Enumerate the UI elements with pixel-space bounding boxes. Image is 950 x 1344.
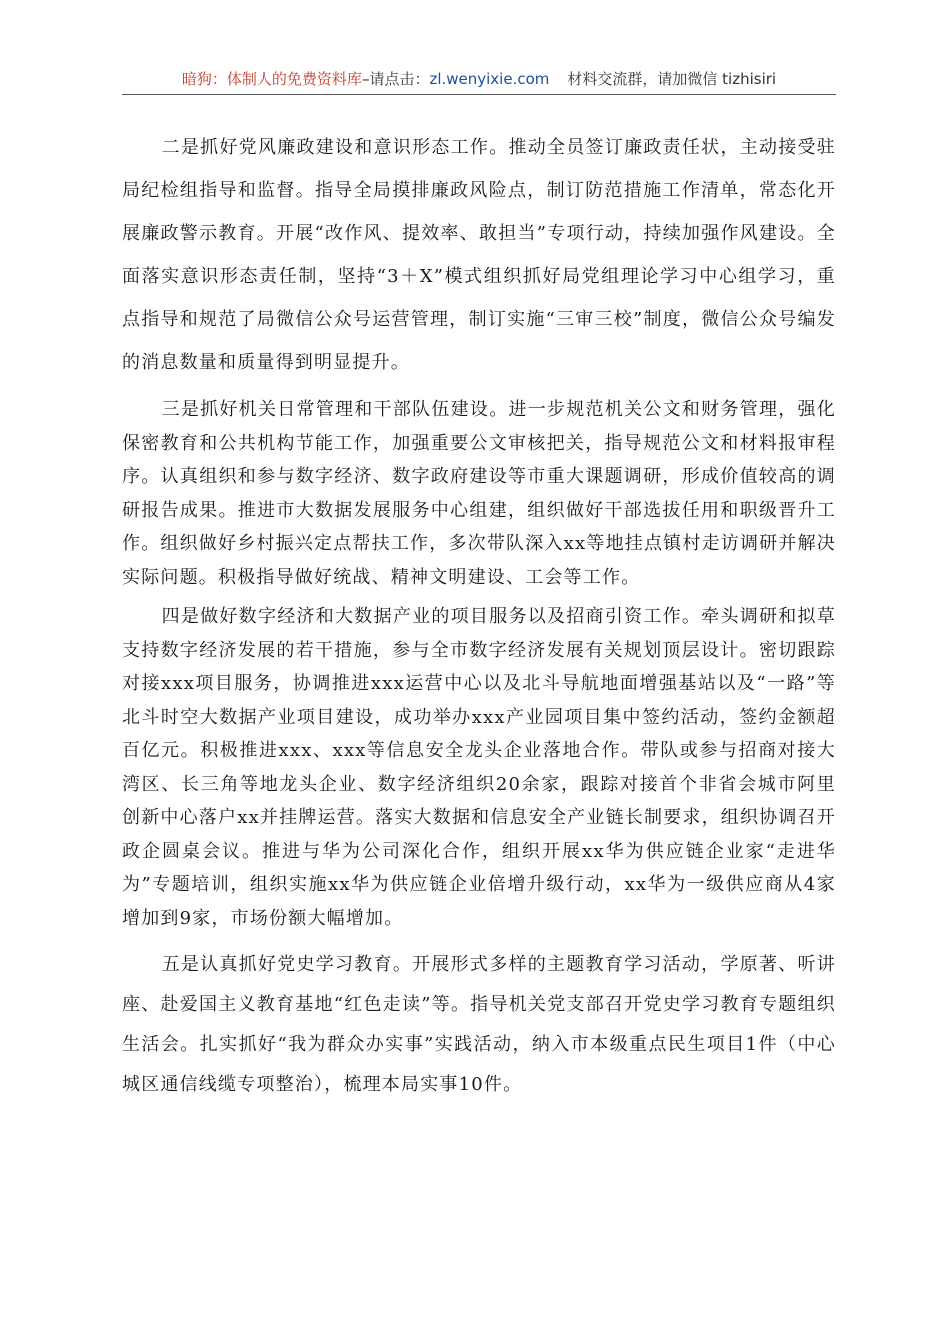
- paragraph-4: 四是做好数字经济和大数据产业的项目服务以及招商引资工作。牵头调研和拟草支持数字经济发展的若干措施，参与全市数字经济发展有关规划顶层设计。密切跟踪对接xxx项目服务，协调推进xxx运营中心以及北斗导航地面增强基站以及“一路”等北斗时空大数据产业项目建设，成功举办xxx产业园项目集中签约活动，签约金额超百亿元。积极推进xxx、xxx等信息安全龙头企业落地合作。带队或参与招商对接大湾区、长三角等地龙头企业、数字经济组织20余家，跟踪对接首个非省会城市阿里创新中心落户xx并挂牌运营。落实大数据和信息安全产业链长制要求，组织协调召开政企圆桌会议。推进与华为公司深化合作，组织开展xx华为供应链企业家“走进华为”专题培训，组织实施xx华为供应链企业倍增升级行动，xx华为一级供应商从4家增加到9家，市场份额大幅增加。: [122, 606, 836, 929]
- header-divider: [122, 94, 836, 95]
- header-group-notice: 材料交流群，请加微信 tizhisiri: [567, 70, 777, 88]
- paragraph-2: 二是抓好党风廉政建设和意识形态工作。推动全员签订廉政责任状，主动接受驻局纪检组指导和监督。指导全局摸排廉政风险点，制订防范措施工作清单，常态化开展廉政警示教育。开展“改作风、提效率、敢担当”专项行动，持续加强作风建设。全面落实意识形态责任制，坚持“3＋X”模式组织抓好局党组理论学习中心组学习，重点指导和规范了局微信公众号运营管理，制订实施“三审三校”制度，微信公众号编发的消息数量和质量得到明显提升。: [122, 137, 836, 373]
- paragraph-3: 三是抓好机关日常管理和干部队伍建设。进一步规范机关公文和财务管理，强化保密教育和公共机构节能工作，加强重要公文审核把关，指导规范公文和材料报审程序。认真组织和参与数字经济、数字政府建设等市重大课题调研，形成价值较高的调研报告成果。推进市大数据发展服务中心组建，组织做好干部选拔任用和职级晋升工作。组织做好乡村振兴定点帮扶工作，多次带队深入xx等地挂点镇村走访调研并解决实际问题。积极指导做好统战、精神文明建设、工会等工作。: [122, 399, 836, 588]
- header-prompt: –请点击：: [361, 70, 430, 88]
- header-brand: 暗狗：体制人的免费资料库: [181, 70, 362, 88]
- page-header: [122, 66, 836, 92]
- paragraph-5: 五是认真抓好党史学习教育。开展形式多样的主题教育学习活动，学原著、听讲座、赴爱国主义教育基地“红色走读”等。指导机关党支部召开党史学习教育专题组织生活会。扎实抓好“我为群众办实事”实践活动，纳入市本级重点民生项目1件（中心城区通信线缆专项整治），梳理本局实事10件。: [122, 954, 836, 1095]
- document-body: [122, 126, 836, 1105]
- header-url-link[interactable]: zl.wenyixie.com: [429, 70, 550, 88]
